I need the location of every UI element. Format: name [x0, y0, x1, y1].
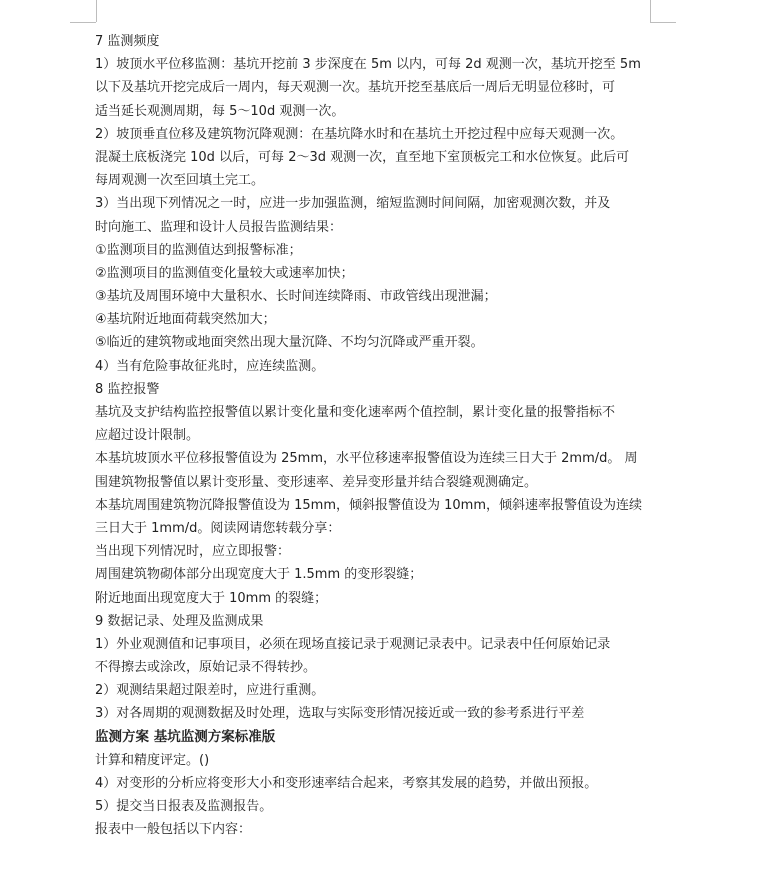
document-title-banner: 监测方案 基坑监测方案标准版: [95, 728, 276, 745]
list-item: ②监测项目的监测值变化量较大或速率加快；: [95, 265, 354, 281]
list-item: ⑤临近的建筑物或地面突然出现大量沉降、不均匀沉降或严重开裂。: [95, 335, 484, 351]
paragraph-line: 报表中一般包括以下内容：: [95, 822, 252, 838]
paragraph-line: 4）当有危险事故征兆时，应连续监测。: [95, 358, 325, 374]
paragraph-line: 2）坡顶垂直位移及建筑物沉降观测：在基坑降水时和在基坑土开挖过程中应每天观测一次。: [95, 126, 624, 142]
paragraph-line: 当出现下列情况时，应立即报警：: [95, 544, 291, 560]
crop-mark-top-right-horizontal: [650, 22, 676, 23]
paragraph-line: 计算和精度评定。(): [95, 752, 210, 768]
section-heading-data-records: 9 数据记录、处理及监测成果: [95, 613, 264, 629]
section-heading-alarm: 8 监控报警: [95, 381, 160, 397]
paragraph-line: 应超过设计限制。: [95, 428, 200, 444]
section-heading-monitoring-frequency: 7 监测频度: [95, 34, 160, 49]
list-item: ③基坑及周围环境中大量积水、长时间连续降雨、市政管线出现泄漏；: [95, 289, 497, 305]
paragraph-line: 附近地面出现宽度大于 10mm 的裂缝；: [95, 590, 328, 606]
paragraph-line: 时向施工、监理和设计人员报告监测结果：: [95, 219, 343, 235]
list-item: ①监测项目的监测值达到报警标准；: [95, 242, 302, 258]
crop-mark-top-right-vertical: [650, 0, 651, 22]
paragraph-line: 3）当出现下列情况之一时，应进一步加强监测，缩短监测时间间隔，加密观测次数，并及: [95, 196, 611, 212]
paragraph-line: 本基坑坡顶水平位移报警值设为 25mm，水平位移速率报警值设为连续三日大于 2mm/d。 周: [95, 451, 638, 467]
paragraph-line: 本基坑周围建筑物沉降报警值设为 15mm，倾斜报警值设为 10mm，倾斜速率报警值设为连续: [95, 497, 643, 513]
crop-mark-top-left-vertical: [96, 0, 97, 22]
document-body: [95, 30, 660, 842]
paragraph-line: 每周观测一次至回填土完工。: [95, 173, 265, 189]
paragraph-line: 4）对变形的分析应将变形大小和变形速率结合起来，考察其发展的趋势，并做出预报。: [95, 776, 598, 791]
paragraph-line: 以下及基坑开挖完成后一周内，每天观测一次。基坑开挖至基底后一周后无明显位移时，可: [95, 80, 616, 96]
paragraph-line: 基坑及支护结构监控报警值以累计变化量和变化速率两个值控制，累计变化量的报警指标不: [95, 405, 616, 420]
paragraph-line: 5）提交当日报表及监测报告。: [95, 799, 273, 815]
paragraph-line: 不得擦去或涂改，原始记录不得转抄。: [95, 660, 317, 676]
paragraph-line: 1）坡顶水平位移监测：基坑开挖前 3 步深度在 5m 以内，可每 2d 观测一次，基坑开挖至 5m: [95, 57, 641, 73]
crop-mark-top-left-horizontal: [70, 22, 96, 23]
paragraph-line: 1）外业观测值和记事项目，必须在现场直接记录于观测记录表中。记录表中任何原始记录: [95, 636, 611, 652]
paragraph-line: 周围建筑物砌体部分出现宽度大于 1.5mm 的变形裂缝；: [95, 567, 423, 583]
paragraph-line: 2）观测结果超过限差时，应进行重测。: [95, 683, 325, 699]
paragraph-line: 三日大于 1mm/d。阅读网请您转载分享：: [95, 520, 341, 536]
paragraph-line: 3）对各周期的观测数据及时处理，选取与实际变形情况接近或一致的参考系进行平差: [95, 706, 585, 722]
paragraph-line: 适当延长观测周期，每 5～10d 观测一次。: [95, 103, 345, 119]
list-item: ④基坑附近地面荷载突然加大；: [95, 312, 276, 328]
paragraph-line: 混凝土底板浇完 10d 以后，可每 2～3d 观测一次，直至地下室顶板完工和水位恢复。此后可: [95, 149, 630, 165]
paragraph-line: 围建筑物报警值以累计变形量、变形速率、差异变形量并结合裂缝观测确定。: [95, 474, 538, 490]
